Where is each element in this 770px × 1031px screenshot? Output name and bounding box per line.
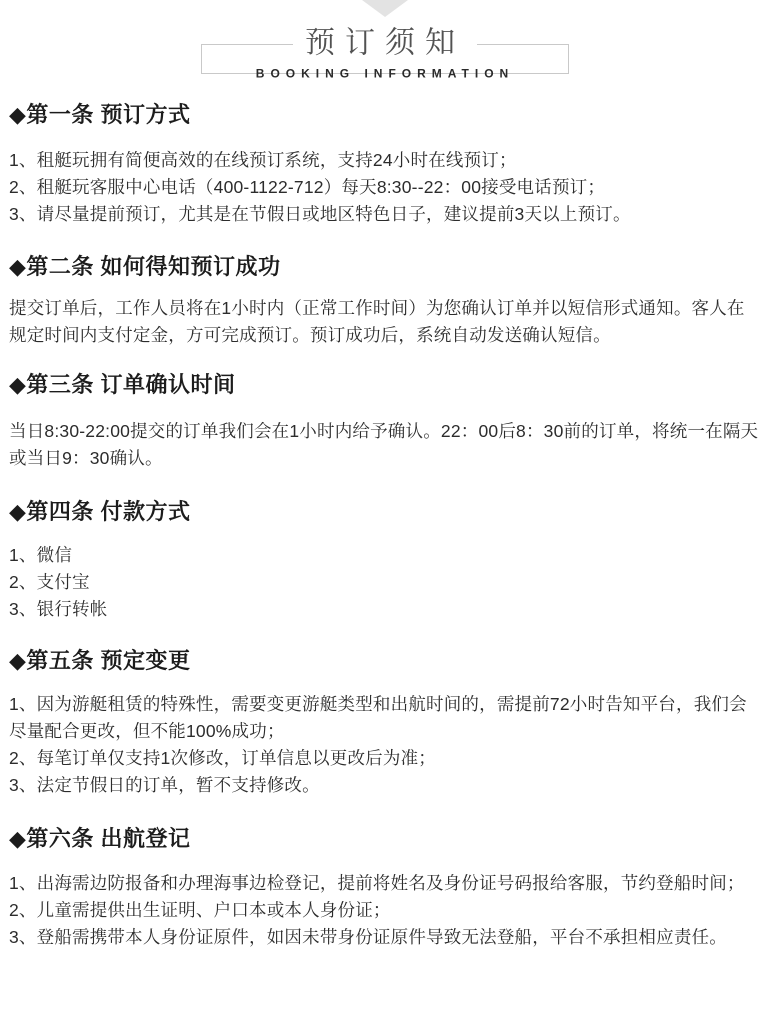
list-item: 3、登船需携带本人身份证原件，如因未带身份证原件导致无法登船，平台不承担相应责任。 [9,927,727,947]
section-body [9,147,760,228]
section-booking-method [9,101,760,228]
section-heading-text: 第一条 预订方式 [26,102,191,127]
section-heading [9,825,760,852]
diamond-icon: ◆ [9,102,27,127]
section-heading-text: 第三条 订单确认时间 [26,372,236,397]
section-body [9,691,760,799]
title-frame [201,26,569,81]
list-item: 3、请尽量提前预订，尤其是在节假日或地区特色日子，建议提前3天以上预订。 [9,204,631,224]
section-heading [9,101,760,128]
section-heading-text: 第六条 出航登记 [26,826,191,851]
section-order-confirm-time [9,371,760,472]
list-item: 1、微信 [9,545,73,565]
section-body [9,542,760,623]
section-booking-success [9,253,760,349]
section-heading-text: 第五条 预定变更 [26,648,191,673]
diamond-icon: ◆ [9,826,27,851]
list-item: 2、儿童需提供出生证明、户口本或本人身份证； [9,900,391,920]
section-body [9,295,760,349]
section-heading-text: 第四条 付款方式 [26,499,191,524]
section-booking-change [9,647,760,799]
section-heading-text: 第二条 如何得知预订成功 [26,254,281,279]
section-heading [9,498,760,525]
section-heading [9,647,760,674]
section-heading [9,253,760,280]
diamond-icon: ◆ [9,254,27,279]
page-subtitle: BOOKING INFORMATION [255,66,515,81]
diamond-icon: ◆ [9,648,27,673]
diamond-icon: ◆ [9,499,27,524]
list-item: 3、银行转帐 [9,599,108,619]
paragraph: 当日8:30-22:00提交的订单我们会在1小时内给予确认。22：00后8：30前的订单，将统一在隔天或当日9：30确认。 [9,421,759,468]
section-body [9,418,760,472]
chevron-down-icon [362,0,408,17]
diamond-icon: ◆ [9,372,27,397]
list-item: 1、租艇玩拥有简便高效的在线预订系统，支持24小时在线预订； [9,150,517,170]
section-payment-method [9,498,760,623]
list-item: 2、支付宝 [9,572,90,592]
list-item: 2、每笔订单仅支持1次修改，订单信息以更改后为准； [9,748,436,768]
list-item: 1、因为游艇租赁的特殊性，需要变更游艇类型和出航时间的，需提前72小时告知平台，我们会尽量配合更改，但不能100%成功； [9,694,747,741]
paragraph: 提交订单后，工作人员将在1小时内（正常工作时间）为您确认订单并以短信形式通知。客人在规定时间内支付定金，方可完成预订。预订成功后，系统自动发送确认短信。 [9,298,745,345]
list-item: 3、法定节假日的订单，暂不支持修改。 [9,775,320,795]
section-departure-registration [9,825,760,951]
page-title: 预订须知 [293,27,477,60]
document-content [0,101,770,951]
section-heading [9,371,760,398]
section-body [9,870,760,951]
list-item: 1、出海需边防报备和办理海事边检登记，提前将姓名及身份证号码报给客服，节约登船时间； [9,873,745,893]
list-item: 2、租艇玩客服中心电话（400-1122-712）每天8:30--22：00接受电话预订； [9,177,606,197]
